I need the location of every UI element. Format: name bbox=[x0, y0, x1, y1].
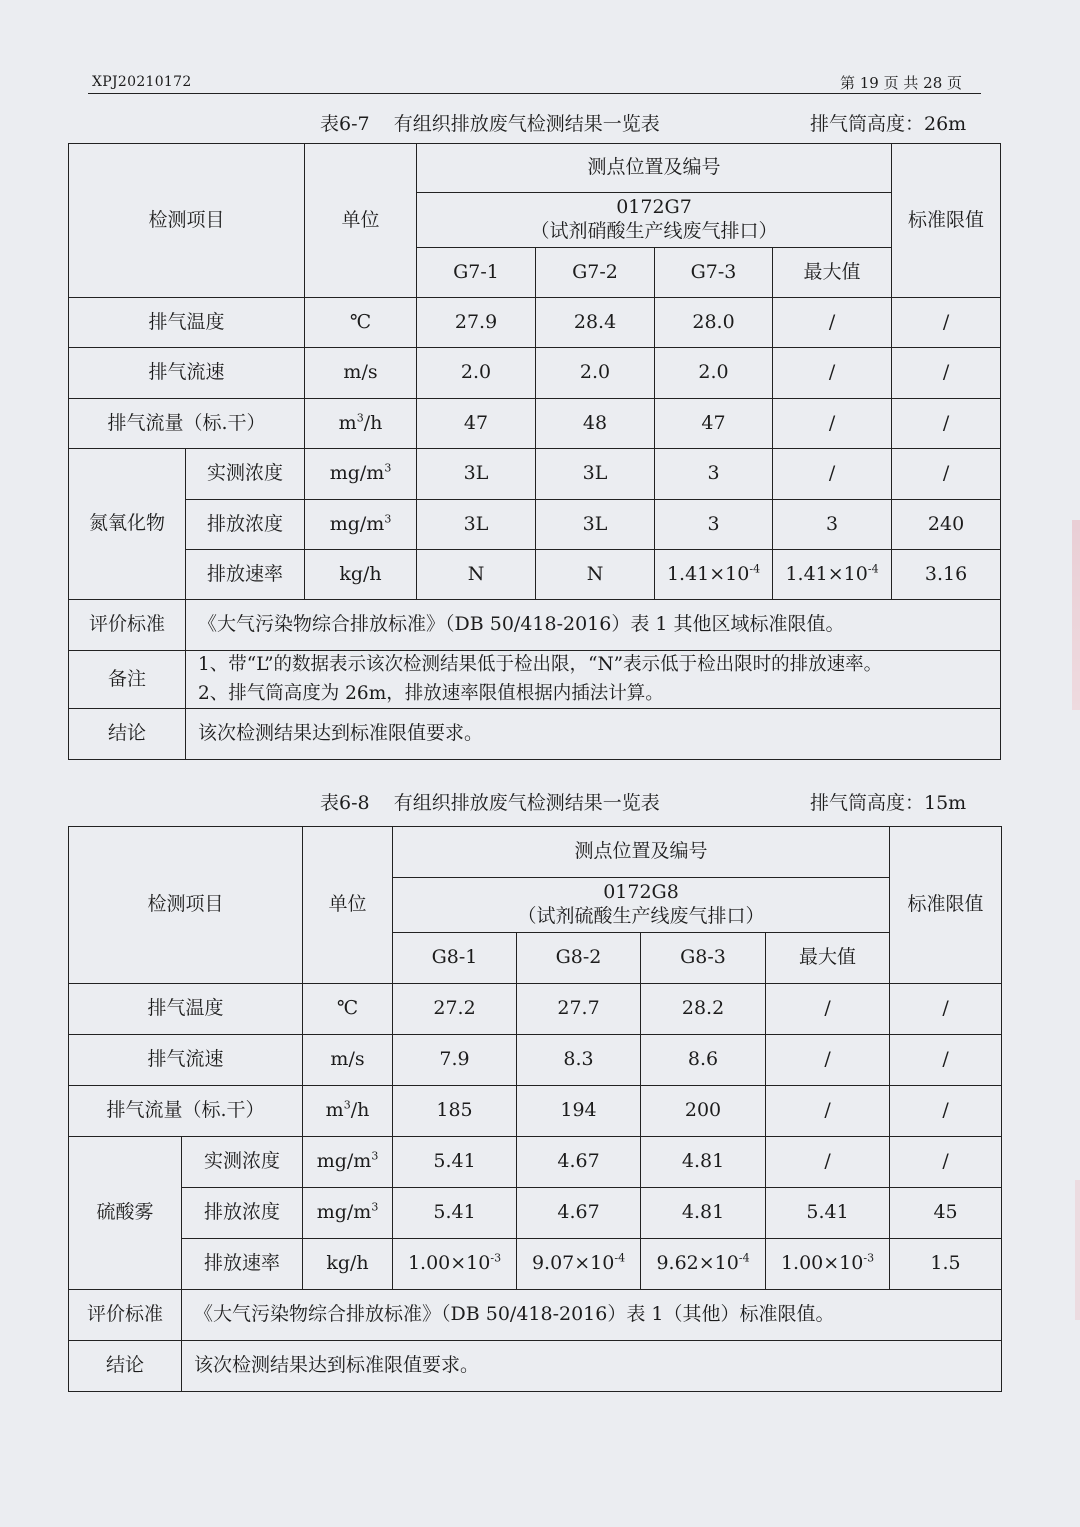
remark-line: 2、排气筒高度为 26m，排放速率限值根据内插法计算。 bbox=[198, 682, 664, 704]
standard-row bbox=[69, 1290, 1002, 1341]
row-value bbox=[773, 550, 892, 600]
row-value: 2.0 bbox=[655, 348, 773, 399]
table-row bbox=[69, 984, 1002, 1035]
edge-seal-mark bbox=[1072, 520, 1080, 710]
row-limit: / bbox=[892, 298, 1001, 348]
row-limit: 3.16 bbox=[892, 550, 1001, 600]
table-row bbox=[69, 348, 1001, 399]
row-value: / bbox=[773, 399, 892, 449]
value-exp: -4 bbox=[867, 562, 879, 576]
row-value: 4.67 bbox=[517, 1188, 641, 1239]
row-value: 3 bbox=[773, 500, 892, 550]
row-item: 排气温度 bbox=[69, 984, 303, 1035]
row-value: 48 bbox=[536, 399, 655, 449]
unit-base: mg/m bbox=[316, 1150, 372, 1173]
row-unit bbox=[305, 399, 417, 449]
row-unit bbox=[305, 449, 417, 500]
header-item: 检测项目 bbox=[69, 144, 305, 298]
point-cell bbox=[417, 193, 892, 248]
row-limit: 1.5 bbox=[890, 1239, 1002, 1290]
edge-seal-mark bbox=[1075, 1180, 1080, 1320]
row-limit: / bbox=[892, 449, 1001, 500]
header-item: 检测项目 bbox=[69, 827, 303, 984]
standard-text: 《大气污染物综合排放标准》（DB 50/418-2016）表 1 其他区域标准限值。 bbox=[186, 600, 1001, 651]
conclusion-label: 结论 bbox=[69, 1341, 182, 1392]
row-item: 排放浓度 bbox=[182, 1188, 303, 1239]
row-item: 实测浓度 bbox=[182, 1137, 303, 1188]
value-exp: -4 bbox=[738, 1251, 750, 1265]
standard-label: 评价标准 bbox=[69, 600, 186, 651]
conclusion-text: 该次检测结果达到标准限值要求。 bbox=[186, 709, 1001, 760]
row-unit: kg/h bbox=[305, 550, 417, 600]
page-indicator: 第 19 页 共 28 页 bbox=[840, 74, 963, 92]
row-value: / bbox=[766, 1086, 890, 1137]
row-item: 排气流速 bbox=[69, 1035, 303, 1086]
row-value: 27.7 bbox=[517, 984, 641, 1035]
value-exp: -3 bbox=[863, 1251, 875, 1265]
conclusion-text: 该次检测结果达到标准限值要求。 bbox=[182, 1341, 1002, 1392]
row-limit: 45 bbox=[890, 1188, 1002, 1239]
point-name: （试剂硫酸生产线废气排口） bbox=[517, 905, 765, 927]
row-value bbox=[655, 550, 773, 600]
unit-sup: 3 bbox=[356, 411, 364, 425]
row-value: N bbox=[417, 550, 536, 600]
conclusion-row bbox=[69, 1341, 1002, 1392]
unit-base: mg/m bbox=[329, 512, 385, 535]
row-unit bbox=[303, 1137, 393, 1188]
table-row bbox=[69, 1137, 1002, 1188]
table-row bbox=[69, 550, 1001, 600]
row-value: 28.4 bbox=[536, 298, 655, 348]
row-value: 5.41 bbox=[393, 1188, 517, 1239]
sample-header: G8-2 bbox=[517, 933, 641, 984]
report-number: XPJ20210172 bbox=[92, 74, 192, 90]
table-row bbox=[69, 1086, 1002, 1137]
row-value: / bbox=[766, 1035, 890, 1086]
header-unit: 单位 bbox=[303, 827, 393, 984]
row-value: / bbox=[773, 449, 892, 500]
table7-stack-height: 排气筒高度：26m bbox=[810, 113, 967, 135]
row-value: 4.67 bbox=[517, 1137, 641, 1188]
sample-header: G7-3 bbox=[655, 248, 773, 298]
unit-sup: 3 bbox=[384, 512, 392, 526]
table-row bbox=[69, 1239, 1002, 1290]
sample-header: G7-1 bbox=[417, 248, 536, 298]
value-base: 1.00×10 bbox=[780, 1252, 864, 1275]
point-cell bbox=[393, 878, 890, 933]
row-unit: kg/h bbox=[303, 1239, 393, 1290]
row-unit: m/s bbox=[303, 1035, 393, 1086]
sample-header: 最大值 bbox=[773, 248, 892, 298]
row-value: / bbox=[766, 1137, 890, 1188]
row-item: 排放速率 bbox=[186, 550, 305, 600]
row-value: 2.0 bbox=[417, 348, 536, 399]
row-value bbox=[766, 1239, 890, 1290]
row-value: 4.81 bbox=[641, 1137, 766, 1188]
unit-base: mg/m bbox=[316, 1201, 372, 1224]
header-points: 测点位置及编号 bbox=[393, 827, 890, 878]
remark-label: 备注 bbox=[69, 651, 186, 709]
row-unit: ℃ bbox=[303, 984, 393, 1035]
unit-base: mg/m bbox=[329, 462, 385, 485]
header-points: 测点位置及编号 bbox=[417, 144, 892, 193]
row-limit: / bbox=[890, 1086, 1002, 1137]
row-value: 5.41 bbox=[766, 1188, 890, 1239]
row-item: 排气流量（标.干） bbox=[69, 1086, 303, 1137]
pollutant-name: 氮氧化物 bbox=[69, 449, 186, 600]
standard-label: 评价标准 bbox=[69, 1290, 182, 1341]
row-value: 200 bbox=[641, 1086, 766, 1137]
row-unit: ℃ bbox=[305, 298, 417, 348]
row-value: 3L bbox=[536, 500, 655, 550]
table7 bbox=[68, 143, 1001, 760]
row-value: 8.3 bbox=[517, 1035, 641, 1086]
value-base: 1.41×10 bbox=[785, 562, 868, 585]
table-row bbox=[69, 298, 1001, 348]
conclusion-row bbox=[69, 709, 1001, 760]
row-value: N bbox=[536, 550, 655, 600]
row-value: 2.0 bbox=[536, 348, 655, 399]
remark-text bbox=[186, 651, 1001, 709]
row-value: 28.0 bbox=[655, 298, 773, 348]
sample-header: G7-2 bbox=[536, 248, 655, 298]
row-unit bbox=[303, 1086, 393, 1137]
row-item: 排气流速 bbox=[69, 348, 305, 399]
sample-header: G8-1 bbox=[393, 933, 517, 984]
row-value: 194 bbox=[517, 1086, 641, 1137]
standard-text: 《大气污染物综合排放标准》（DB 50/418-2016）表 1（其他）标准限值。 bbox=[182, 1290, 1002, 1341]
unit-sup: 3 bbox=[343, 1098, 351, 1112]
unit-tail: /h bbox=[350, 1099, 370, 1122]
row-value bbox=[393, 1239, 517, 1290]
row-value: 3 bbox=[655, 449, 773, 500]
value-base: 1.00×10 bbox=[407, 1252, 491, 1275]
unit-base: m bbox=[338, 411, 357, 434]
row-value bbox=[641, 1239, 766, 1290]
header-unit: 单位 bbox=[305, 144, 417, 298]
sample-header: 最大值 bbox=[766, 933, 890, 984]
row-value bbox=[517, 1239, 641, 1290]
row-value: 8.6 bbox=[641, 1035, 766, 1086]
row-item: 排气流量（标.干） bbox=[69, 399, 305, 449]
row-value: 28.2 bbox=[641, 984, 766, 1035]
row-value: 27.2 bbox=[393, 984, 517, 1035]
standard-row bbox=[69, 600, 1001, 651]
value-base: 9.07×10 bbox=[531, 1252, 615, 1275]
row-item: 排放速率 bbox=[182, 1239, 303, 1290]
row-value: 27.9 bbox=[417, 298, 536, 348]
row-value: 47 bbox=[655, 399, 773, 449]
row-unit bbox=[305, 500, 417, 550]
header-divider bbox=[88, 93, 981, 94]
header-limit: 标准限值 bbox=[892, 144, 1001, 298]
row-value: 3 bbox=[655, 500, 773, 550]
row-value: 7.9 bbox=[393, 1035, 517, 1086]
row-value: 47 bbox=[417, 399, 536, 449]
point-code: 0172G7 bbox=[616, 196, 692, 219]
value-base: 9.62×10 bbox=[656, 1252, 739, 1275]
value-exp: -4 bbox=[614, 1251, 626, 1265]
row-value: / bbox=[766, 984, 890, 1035]
row-value: 3L bbox=[417, 449, 536, 500]
row-value: 3L bbox=[536, 449, 655, 500]
row-value: 5.41 bbox=[393, 1137, 517, 1188]
row-limit: / bbox=[892, 399, 1001, 449]
table8 bbox=[68, 826, 1002, 1392]
table-row bbox=[69, 500, 1001, 550]
row-limit: 240 bbox=[892, 500, 1001, 550]
unit-sup: 3 bbox=[371, 1149, 379, 1163]
remark-row bbox=[69, 651, 1001, 709]
row-item: 排气温度 bbox=[69, 298, 305, 348]
unit-base: m bbox=[325, 1099, 344, 1122]
table-row bbox=[69, 1035, 1002, 1086]
row-value: / bbox=[773, 348, 892, 399]
row-value: / bbox=[773, 298, 892, 348]
sample-header: G8-3 bbox=[641, 933, 766, 984]
conclusion-label: 结论 bbox=[69, 709, 186, 760]
table-row bbox=[69, 1188, 1002, 1239]
row-value: 185 bbox=[393, 1086, 517, 1137]
unit-tail: /h bbox=[363, 411, 383, 434]
row-limit: / bbox=[890, 1137, 1002, 1188]
value-exp: -3 bbox=[490, 1251, 502, 1265]
remark-line: 1、带“L”的数据表示该次检测结果低于检出限，“N”表示低于检出限时的排放速率。 bbox=[198, 654, 883, 675]
row-value: 4.81 bbox=[641, 1188, 766, 1239]
header-limit: 标准限值 bbox=[890, 827, 1002, 984]
row-unit bbox=[303, 1188, 393, 1239]
row-item: 排放浓度 bbox=[186, 500, 305, 550]
table7-caption: 表6-7 有组织排放废气检测结果一览表 bbox=[320, 113, 660, 135]
row-item: 实测浓度 bbox=[186, 449, 305, 500]
value-base: 1.41×10 bbox=[666, 562, 750, 585]
value-exp: -4 bbox=[749, 562, 761, 576]
unit-sup: 3 bbox=[371, 1200, 379, 1214]
table-row bbox=[69, 399, 1001, 449]
row-limit: / bbox=[892, 348, 1001, 399]
pollutant-name: 硫酸雾 bbox=[69, 1137, 182, 1290]
unit-sup: 3 bbox=[384, 461, 392, 475]
table8-caption: 表6-8 有组织排放废气检测结果一览表 bbox=[320, 792, 660, 814]
table8-stack-height: 排气筒高度：15m bbox=[810, 792, 967, 814]
table-row bbox=[69, 449, 1001, 500]
row-value: 3L bbox=[417, 500, 536, 550]
row-unit: m/s bbox=[305, 348, 417, 399]
row-limit: / bbox=[890, 1035, 1002, 1086]
point-code: 0172G8 bbox=[603, 881, 679, 904]
point-name: （试剂硝酸生产线废气排口） bbox=[530, 220, 778, 242]
row-limit: / bbox=[890, 984, 1002, 1035]
